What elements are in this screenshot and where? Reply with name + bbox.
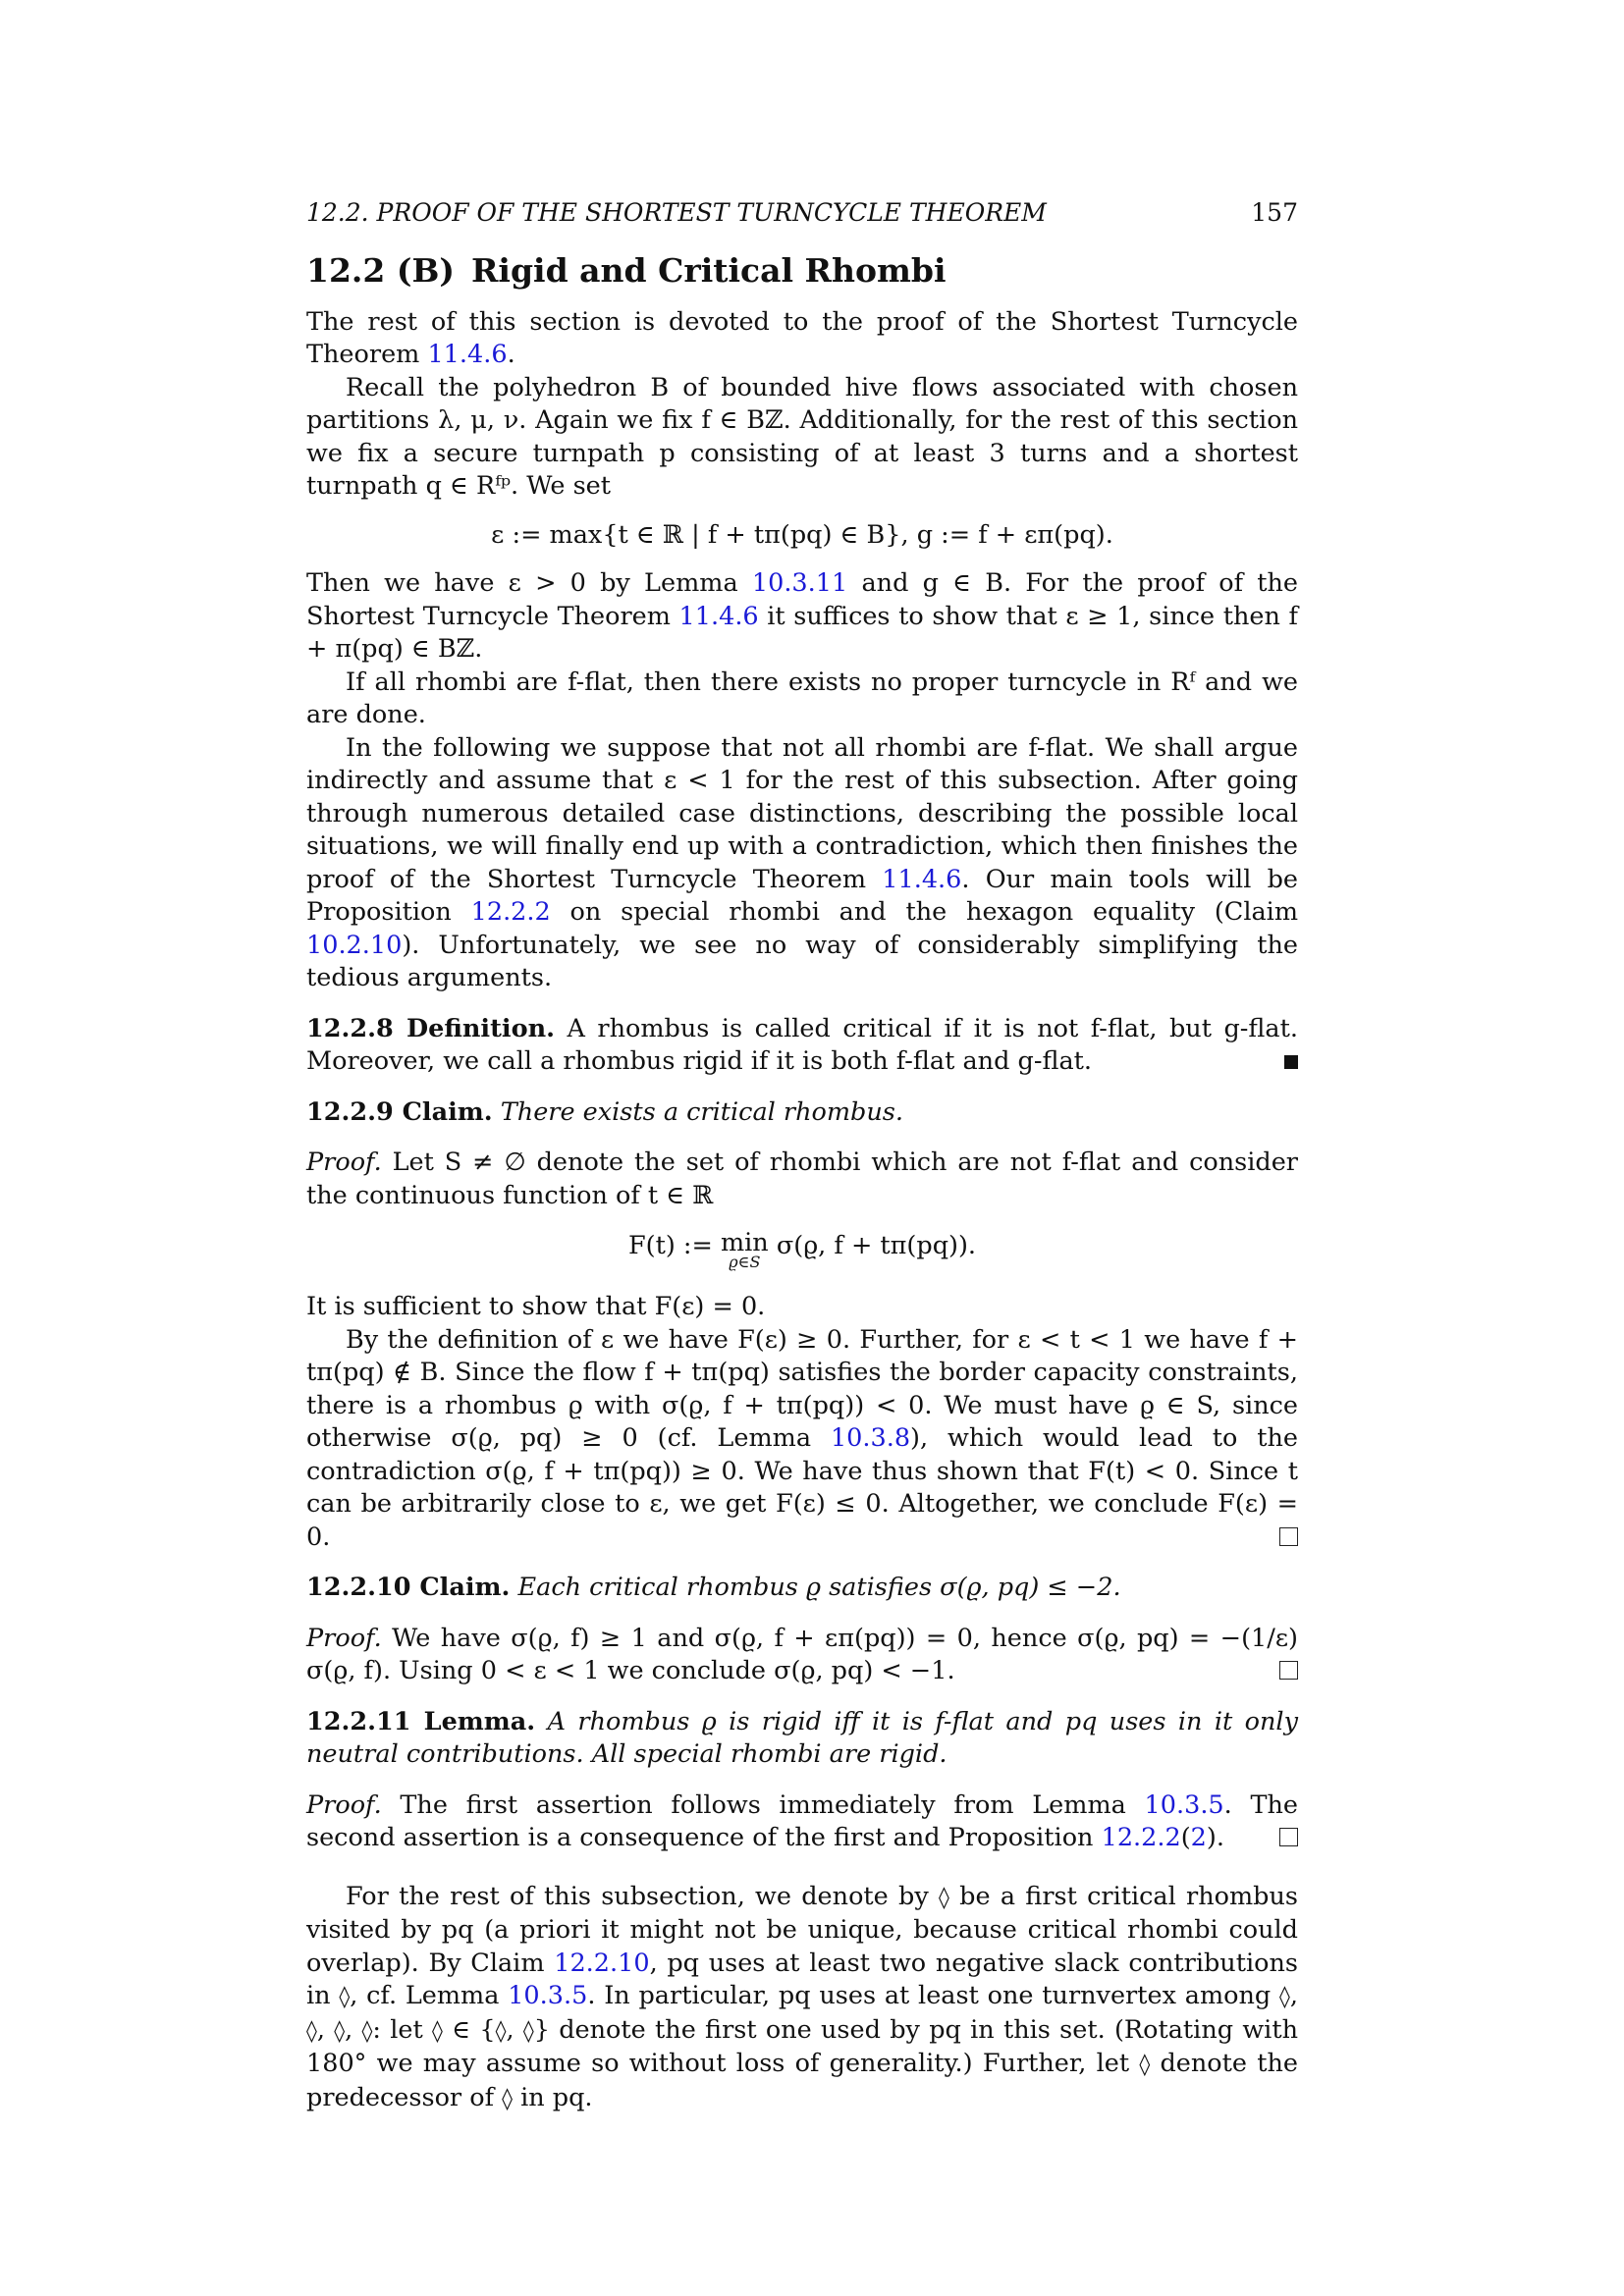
proof-12-2-10: Proof. We have σ(ϱ, f) ≥ 1 and σ(ϱ, f + επ(pq)) = 0, hence σ(ϱ, pq) = −(1/ε) σ(ϱ, f). Using 0 < ε < 1 we conclude σ(ϱ, pq) < −1. xyxy=(306,1623,1298,1685)
running-header xyxy=(306,196,1298,230)
ref-link[interactable]: 10.3.8 xyxy=(830,1423,911,1453)
ref-link[interactable]: 10.2.10 xyxy=(306,930,403,960)
intro-paragraph-5: In the following we suppose that not all rhombi are f-flat. We shall argue indirectly and assume that ε < 1 for the rest of this subsection. After going through numerous detailed case distinctions, describing the possible local situations, we will finally end up with a contradiction, which then finishes the proof of the Shortest Turncycle Theorem 11.4.6. Our main tools will be Proposition 12.2.2 on special rhombi and the hexagon equality (Claim 10.2.10). Unfortunately, we see no way of considerably simplifying the tedious arguments. xyxy=(306,732,1299,992)
page-number: 157 xyxy=(1251,198,1298,227)
final-paragraph: For the rest of this subsection, we denote by ◊ be a first critical rhombus visited by pq (a priori it might not be unique, because critical rhombi could overlap). By Claim 12.2.10, pq uses at least two negative slack contributions in ◊, cf. Lemma 10.3.5. In particular, pq uses at least one turnvertex among ◊, ◊, ◊, ◊: let ◊ ∈ {◊, ◊} denote the first one used by pq in this set. (Rotating with 180° we may assume so without loss of generality.) Further, let ◊ denote the predecessor of ◊ in pq. xyxy=(306,1881,1299,2112)
rhombus-icon: ◊ xyxy=(339,1985,351,2009)
intro-paragraph-2: Recall the polyhedron B of bounded hive flows associated with chosen partitions λ, μ, ν. Again we fix f ∈ Bℤ. Additionally, for the rest of this section we fix a secure turnpath p consisting of at least 3 turns and a shortest turnpath q ∈ Rᶠᵖ. We set xyxy=(306,372,1298,501)
ref-link[interactable]: 10.3.5 xyxy=(508,1981,588,2010)
ref-link[interactable]: 11.4.6 xyxy=(882,864,962,894)
proof-12-2-9-body: By the definition of ε we have F(ε) ≥ 0. Further, for ε < t < 1 we have f + tπ(pq) ∉ B. Since the flow f + tπ(pq) satisfies the border capacity constraints, there is a rhombus ϱ with σ(ϱ, f + tπ(pq)) < 0. We must have ϱ ∈ S, since otherwise σ(ϱ, pq) ≥ 0 (cf. Lemma 10.3.8), which would lead to the contradiction σ(ϱ, f + tπ(pq)) ≥ 0. We have thus shown that F(t) < 0. Since t can be arbitrarily close to ε, we get F(ε) ≤ 0. Altogether, we conclude F(ε) = 0. xyxy=(306,1324,1298,1552)
rhombus-icon: ◊ xyxy=(522,2018,534,2044)
rhombus-icon: ◊ xyxy=(495,2018,507,2044)
claim-12-2-9: 12.2.9 Claim. There exists a critical rhombus. xyxy=(306,1096,903,1127)
rhombus-icon: ◊ xyxy=(502,2086,513,2111)
page xyxy=(306,196,1298,2115)
rhombus-icon: ◊ xyxy=(939,1885,949,1910)
proof-12-2-11: Proof. The first assertion follows immediately from Lemma 10.3.5. The second assertion is a consequence of the first and Proposition 12.2.2(2). xyxy=(306,1789,1298,1852)
end-of-definition-icon xyxy=(1284,1055,1298,1069)
rhombus-icon: ◊ xyxy=(432,2018,443,2044)
intro-paragraph-3: Then we have ε > 0 by Lemma 10.3.11 and g ∈ B. For the proof of the Shortest Turncycle Theorem 11.4.6 it suffices to show that ε ≥ 1, since then f + π(pq) ∈ Bℤ. xyxy=(306,568,1298,664)
rhombus-icon: ◊ xyxy=(1139,2053,1151,2077)
ref-link[interactable]: 2 xyxy=(1190,1823,1207,1852)
proof-12-2-9-line: It is sufficient to show that F(ε) = 0. xyxy=(306,1292,766,1321)
rhombus-icon: ◊ xyxy=(334,2018,346,2044)
ref-link[interactable]: 12.2.2 xyxy=(470,897,551,927)
qed-icon xyxy=(1279,1828,1298,1846)
ref-link[interactable]: 12.2.2 xyxy=(1101,1823,1181,1852)
intro-paragraph-4: If all rhombi are f-flat, then there exists no proper turncycle in Rᶠ and we are done. xyxy=(306,667,1298,729)
qed-icon xyxy=(1279,1661,1298,1680)
definition-12-2-8: 12.2.8 Definition. A rhombus is called critical if it is not f-flat, but g-flat. Moreover, we call a rhombus rigid if it is both f-flat and g-flat. xyxy=(306,1013,1298,1076)
proof-12-2-9: Proof. Let S ≠ ∅ denote the set of rhombi which are not f-flat and consider the continuous function of t ∈ ℝ xyxy=(306,1148,1298,1210)
section-number: 12.2 (B) xyxy=(306,250,455,290)
rhombus-icon: ◊ xyxy=(361,2018,373,2044)
rhombus-icon: ◊ xyxy=(1279,1985,1290,2009)
equation-epsilon: ε := max{t ∈ ℝ | f + tπ(pq) ∈ B}, g := f + επ(pq). xyxy=(491,519,1113,550)
rhombus-icon: ◊ xyxy=(306,2018,317,2044)
claim-12-2-10: 12.2.10 Claim. Each critical rhombus ϱ satisfies σ(ϱ, pq) ≤ −2. xyxy=(306,1573,1121,1602)
ref-link[interactable]: 11.4.6 xyxy=(678,601,759,631)
section-heading xyxy=(306,251,1298,291)
ref-link[interactable]: 10.3.5 xyxy=(1144,1789,1224,1820)
ref-link[interactable]: 12.2.10 xyxy=(554,1948,650,1978)
qed-icon xyxy=(1279,1527,1298,1546)
intro-paragraph-1: The rest of this section is devoted to the proof of the Shortest Turncycle Theorem 11.4.6. xyxy=(306,306,1298,369)
ref-link[interactable]: 11.4.6 xyxy=(427,340,508,369)
running-title: 12.2. PROOF OF THE SHORTEST TURNCYCLE THEOREM xyxy=(306,198,1047,227)
lemma-12-2-11: 12.2.11 Lemma. A rhombus ϱ is rigid iff it is f-flat and pq uses in it only neutral contributions. All special rhombi are rigid. xyxy=(306,1706,1298,1769)
equation-F: F(t) := min ϱ∈S σ(ϱ, f + tπ(pq)). xyxy=(627,1228,977,1271)
ref-link[interactable]: 10.3.11 xyxy=(751,568,848,598)
section-title: Rigid and Critical Rhombi xyxy=(471,250,947,290)
